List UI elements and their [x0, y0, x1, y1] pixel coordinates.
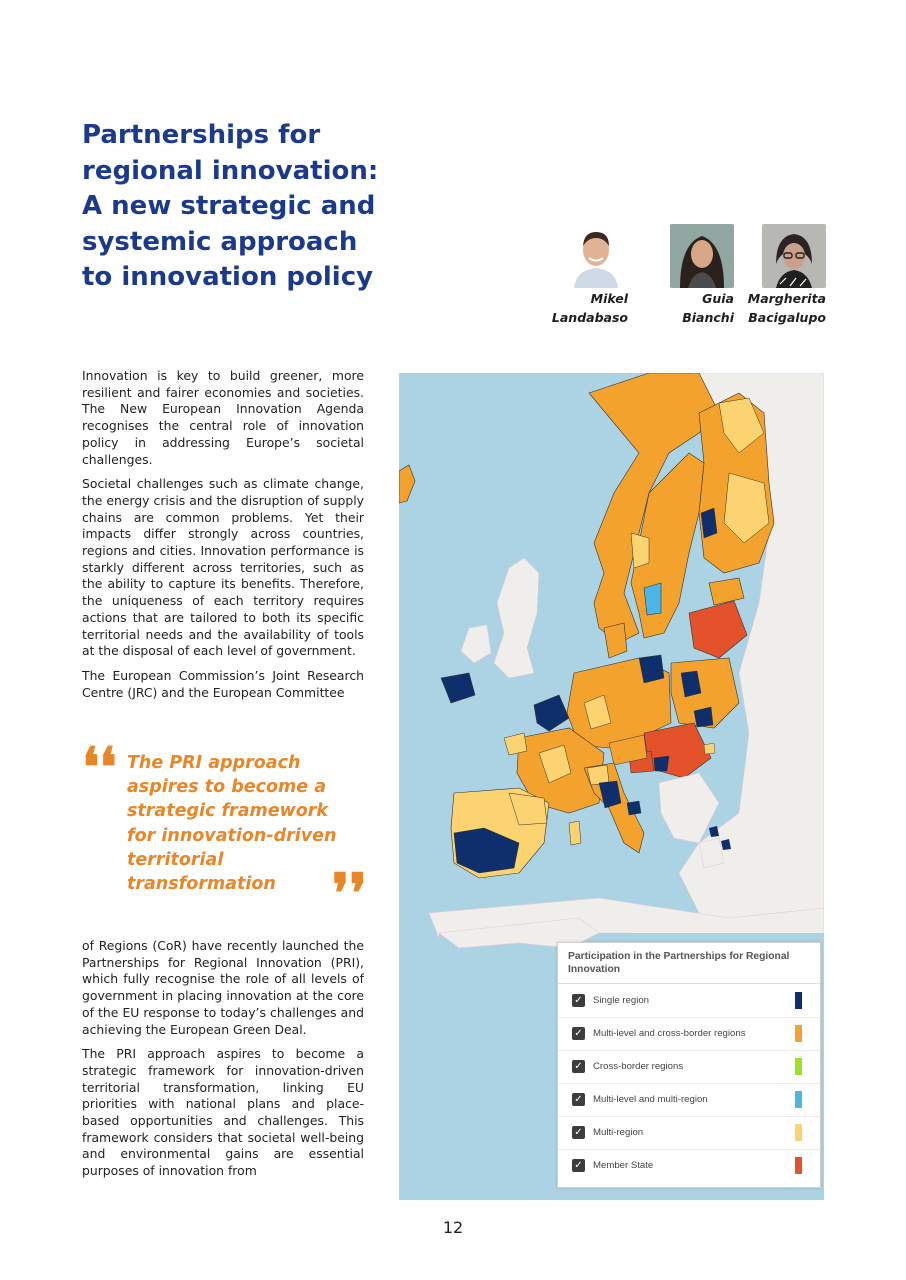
author-bianchi — [650, 224, 734, 326]
legend-item-label: Multi-region — [593, 1127, 644, 1138]
page-title: Partnerships for regional innovation: A new strategic and systemic approach to innovation policy — [82, 120, 379, 292]
color-swatch — [795, 1058, 802, 1075]
legend-item-multi-region[interactable] — [558, 1116, 820, 1150]
author-photo — [762, 224, 826, 288]
color-swatch — [795, 992, 802, 1009]
color-swatch — [795, 1157, 802, 1174]
page-number: 12 — [442, 1218, 464, 1237]
close-quote-icon: ❜❜ — [332, 861, 367, 925]
legend-item-label: Member State — [593, 1160, 654, 1171]
legend-item-label: Cross-border regions — [593, 1061, 684, 1072]
legend-item-multi-level-multi-region[interactable] — [558, 1083, 820, 1117]
legend-header — [558, 943, 820, 984]
author-photo — [564, 224, 628, 288]
checkbox-checked-icon[interactable]: ✓ — [572, 1060, 585, 1073]
color-swatch — [795, 1025, 802, 1042]
paragraph: of Regions (CoR) have recently launched the Partnerships for Regional Innovation (PRI), which fully recognise the role of all levels of government in placing innovation at the core of the EU response to today’s challenges and achieving the European Green Deal. — [82, 938, 364, 1037]
color-swatch — [795, 1091, 802, 1108]
author-bacigalupo — [742, 224, 826, 326]
map-legend — [557, 942, 821, 1188]
legend-item-label: Multi-level and cross-border regions — [593, 1028, 746, 1039]
checkbox-checked-icon[interactable]: ✓ — [572, 994, 585, 1007]
body-text-upper — [82, 368, 364, 709]
checkbox-checked-icon[interactable]: ✓ — [572, 1126, 585, 1139]
legend-item-multi-level-cross-border[interactable] — [558, 1017, 820, 1051]
author-last-name: Bacigalupo — [748, 310, 826, 325]
legend-item-cross-border[interactable] — [558, 1050, 820, 1084]
checkbox-checked-icon[interactable]: ✓ — [572, 1093, 585, 1106]
pull-quote — [82, 735, 367, 925]
author-photo — [670, 224, 734, 288]
author-first-name: Guia — [702, 291, 734, 306]
paragraph: The PRI approach aspires to become a strategic framework for innovation-driven territorial transformation, linking EU priorities with national plans and place-based opportunities and challenges. This framework considers that societal well-being and environmental gains are essential purposes of innovation from — [82, 1046, 364, 1179]
author-last-name: Bianchi — [682, 310, 734, 325]
paragraph: Innovation is key to build greener, more resilient and fairer economies and societies. The New European Innovation Agenda recognises the central role of innovation policy in addressing Europe’s societal challenges. — [82, 368, 364, 467]
legend-item-single-region[interactable] — [558, 984, 820, 1018]
legend-title: Participation in the Partnerships for Regional Innovation — [568, 951, 790, 975]
checkbox-checked-icon[interactable]: ✓ — [572, 1159, 585, 1172]
legend-item-member-state[interactable] — [558, 1149, 820, 1182]
author-first-name: Mikel — [590, 291, 628, 306]
pull-quote-text: The PRI approach aspires to become a strategic framework for innovation-driven territorial transformation — [127, 753, 337, 895]
open-quote-icon: ❛❛ — [82, 735, 117, 799]
color-swatch — [795, 1124, 802, 1141]
author-first-name: Margherita — [747, 291, 826, 306]
legend-item-label: Single region — [593, 995, 650, 1006]
paragraph: Societal challenges such as climate change, the energy crisis and the disruption of supply chains are common problems. Yet their impacts differ strongly across countries, regions and cities. Innovation performance is starkly different across territories, such as the ability to capture its benefits. Therefore, the uniqueness of each territory requires actions that are tailored to both its specific territorial needs and the availability of tools at the disposal of each level of government. — [82, 476, 364, 659]
paragraph: The European Commission’s Joint Research Centre (JRC) and the European Committee — [82, 667, 364, 700]
legend-item-label: Multi-level and multi-region — [593, 1094, 708, 1105]
checkbox-checked-icon[interactable]: ✓ — [572, 1027, 585, 1040]
body-text-lower — [82, 938, 364, 1188]
author-last-name: Landabaso — [551, 310, 628, 325]
author-landabaso — [548, 224, 628, 326]
